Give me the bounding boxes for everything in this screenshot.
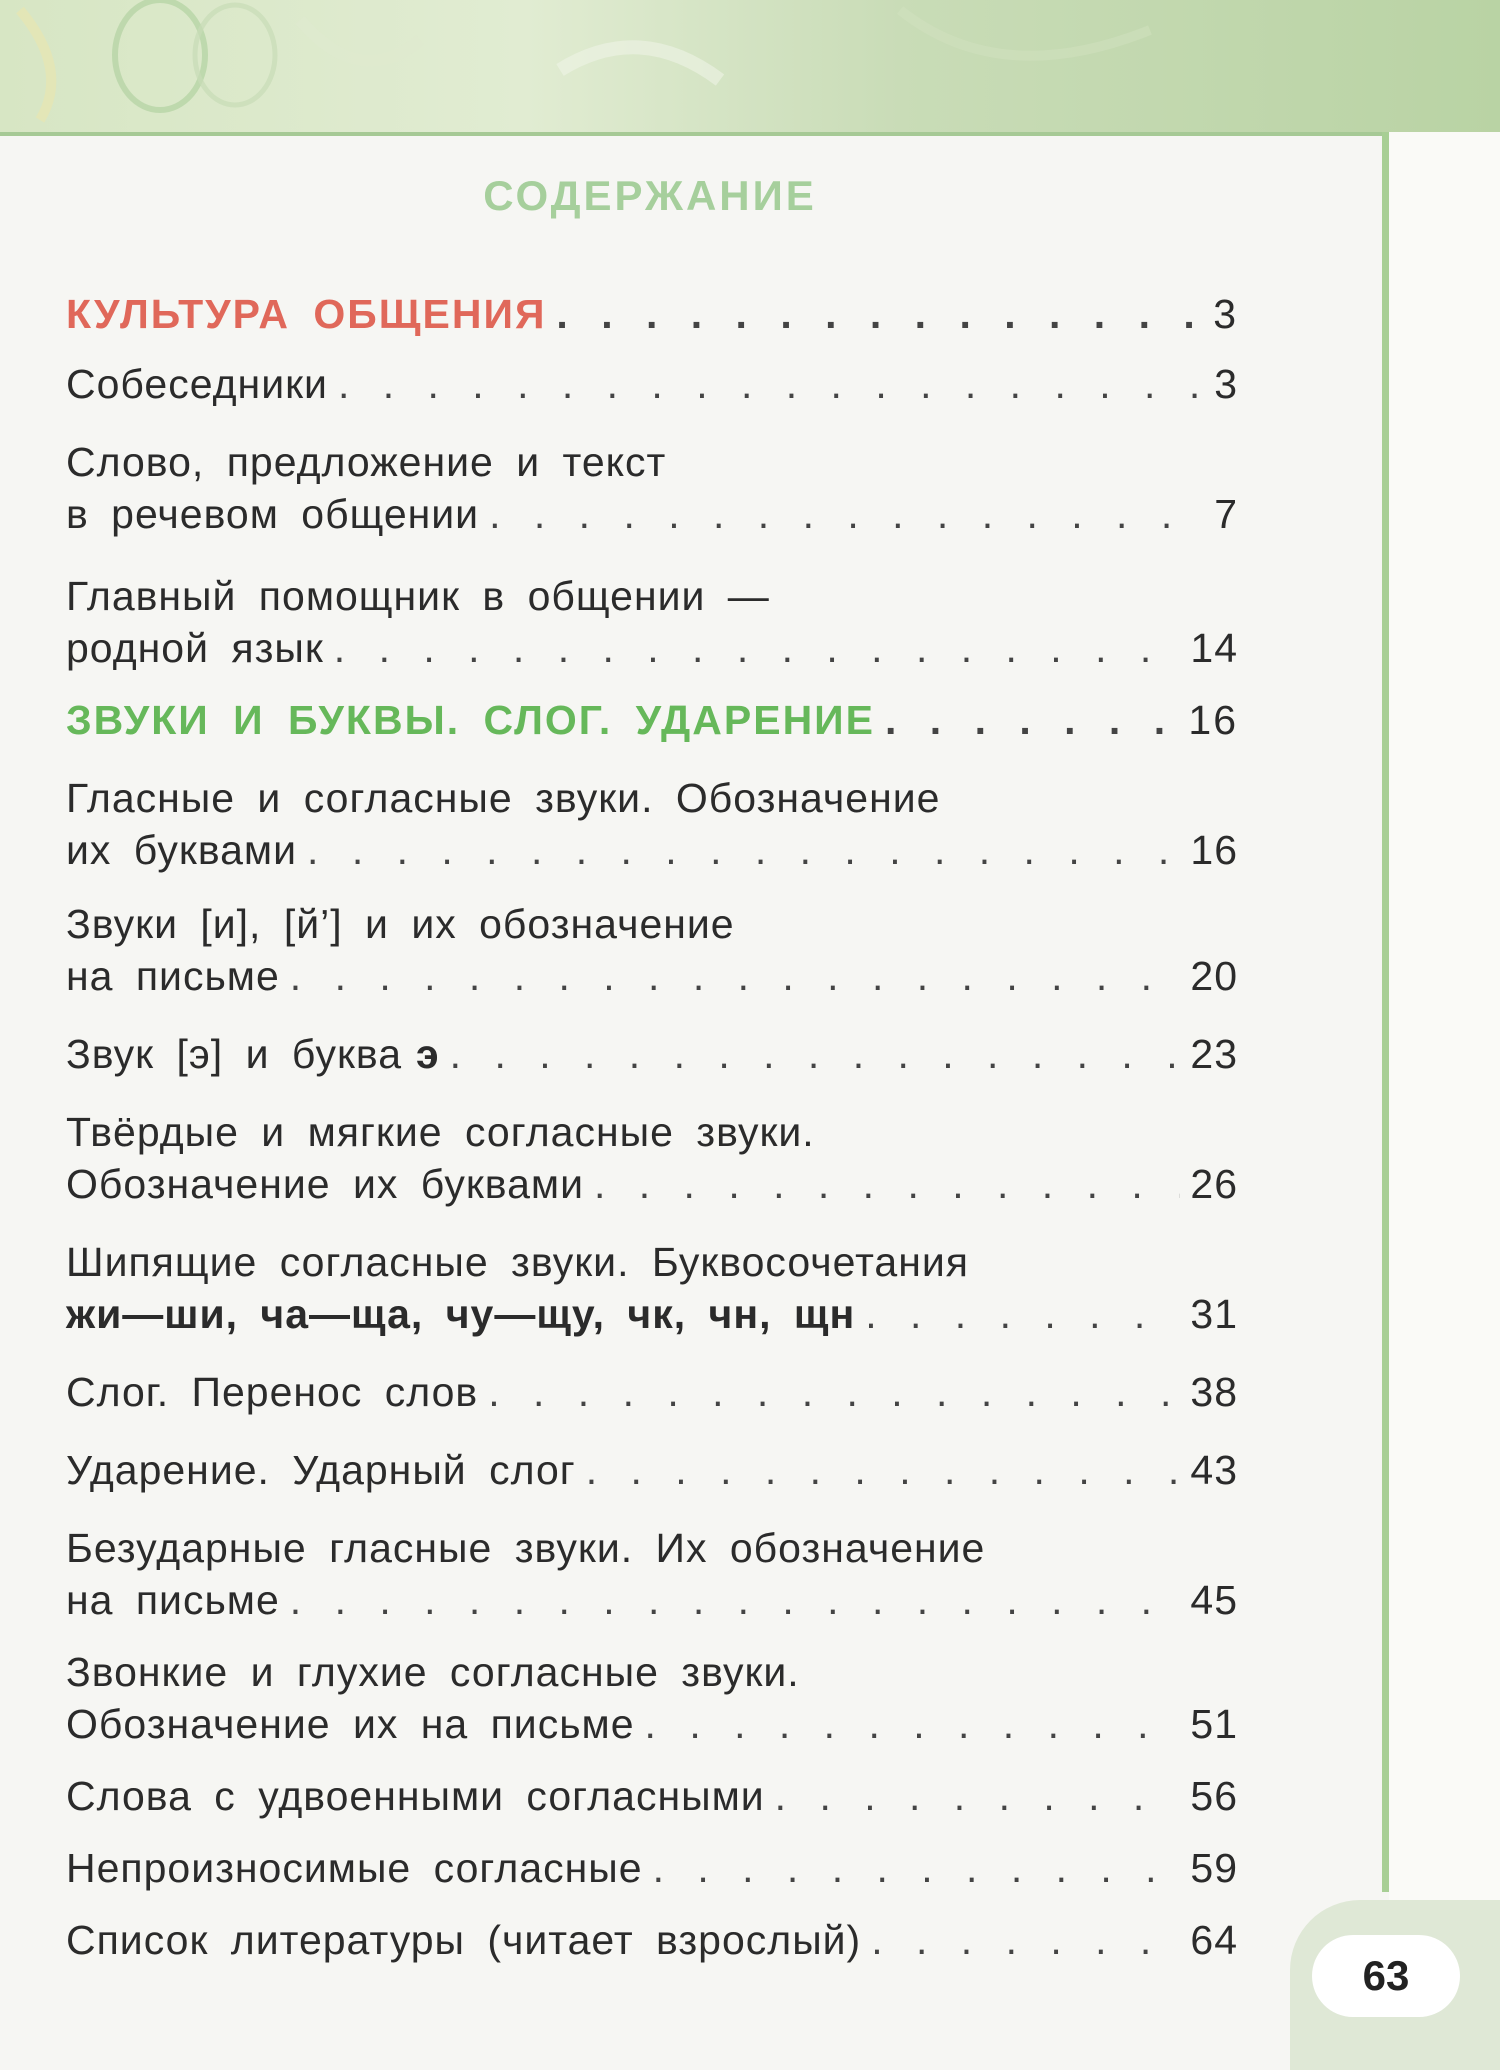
- page-title: СОДЕРЖАНИЕ: [483, 172, 817, 219]
- toc-page-number: 56: [1190, 1773, 1238, 1819]
- top-decorative-band: [0, 0, 1500, 136]
- toc-entry: [66, 570, 1238, 674]
- toc-entry-text: Слог. Перенос слов: [66, 1369, 479, 1415]
- toc-page-number: 59: [1190, 1845, 1238, 1891]
- toc-entry-text: КУЛЬТУРА ОБЩЕНИЯ: [66, 291, 547, 337]
- toc-entry: [66, 1842, 1238, 1894]
- toc-entry-text: Непроизносимые согласные: [66, 1845, 643, 1891]
- toc-page-number: 7: [1214, 491, 1238, 537]
- dot-leader: [865, 1288, 1180, 1340]
- toc-entry-text: родной язык: [66, 625, 324, 671]
- toc-entry: [66, 436, 1238, 540]
- toc-section-heading: [66, 288, 1238, 340]
- toc-entry: [66, 1646, 1238, 1750]
- toc-page-number: 38: [1190, 1369, 1238, 1415]
- toc-entry-text: Безударные гласные звуки. Их обозначение: [66, 1525, 986, 1571]
- toc-page-number: 3: [1213, 291, 1238, 337]
- toc-page-number: 23: [1190, 1031, 1238, 1077]
- toc-page-number: 31: [1190, 1291, 1238, 1337]
- toc-entry-text: Звук [э] и буква: [66, 1031, 403, 1077]
- toc-section-heading: [66, 694, 1238, 746]
- toc-entry: [66, 772, 1238, 876]
- toc-entry-text: Шипящие согласные звуки. Буквосочетания: [66, 1239, 969, 1285]
- toc-entry-text: их буквами: [66, 827, 298, 873]
- toc-page-number: 51: [1190, 1701, 1238, 1747]
- right-margin: [1389, 132, 1500, 2062]
- toc-entry-text: жи—ши, ча—ща, чу—щу, чк, чн, щн: [66, 1291, 856, 1337]
- dot-leader: [338, 358, 1198, 410]
- toc-entry: [66, 1366, 1238, 1418]
- toc-page-number: 16: [1188, 697, 1238, 743]
- dot-leader: [489, 488, 1198, 540]
- toc-entry-text: ЗВУКИ И БУКВЫ. СЛОГ. УДАРЕНИЕ: [66, 697, 875, 743]
- dot-leader: [871, 1914, 1180, 1966]
- toc-entry: [66, 1770, 1238, 1822]
- dot-leader: [334, 622, 1181, 674]
- toc-entry-text: Список литературы (читает взрослый): [66, 1917, 862, 1963]
- toc-entry: [66, 358, 1238, 410]
- toc-entry-text: Слово, предложение и текст: [66, 439, 667, 485]
- toc-entry: [66, 1236, 1238, 1340]
- dot-leader: [556, 288, 1198, 340]
- toc-entry-text: Слова с удвоенными согласными: [66, 1773, 765, 1819]
- toc-page-number: 14: [1190, 625, 1238, 671]
- toc-page-number: 43: [1190, 1447, 1238, 1493]
- toc-page-number: 20: [1190, 953, 1238, 999]
- decorative-letters-illustration: [0, 0, 1500, 132]
- toc-page-number: 45: [1190, 1577, 1238, 1623]
- table-of-contents: [66, 288, 1238, 1966]
- toc-entry-text: Ударение. Ударный слог: [66, 1447, 576, 1493]
- toc-entry: [66, 898, 1238, 1002]
- page-number: 63: [1312, 1935, 1460, 2017]
- toc-entry-text: Звонкие и глухие согласные звуки.: [66, 1649, 800, 1695]
- toc-entry: [66, 1914, 1238, 1966]
- dot-leader: [307, 824, 1180, 876]
- dot-leader: [488, 1366, 1180, 1418]
- toc-entry-text: на письме: [66, 1577, 280, 1623]
- toc-page-number: 26: [1190, 1161, 1238, 1207]
- dot-leader: [586, 1444, 1181, 1496]
- toc-entry-text: Обозначение их на письме: [66, 1701, 635, 1747]
- dot-leader: [653, 1842, 1181, 1894]
- toc-entry-text: Твёрдые и мягкие согласные звуки.: [66, 1109, 815, 1155]
- right-margin-rule: [1382, 132, 1389, 1892]
- dot-leader: [645, 1698, 1181, 1750]
- toc-entry: [66, 1106, 1238, 1210]
- toc-page-number: 64: [1190, 1917, 1238, 1963]
- toc-entry: [66, 1522, 1238, 1626]
- toc-entry-letter: э: [416, 1031, 440, 1077]
- dot-leader: [594, 1158, 1180, 1210]
- toc-entry-text: Гласные и согласные звуки. Обозначение: [66, 775, 941, 821]
- toc-page-number: 3: [1214, 361, 1238, 407]
- toc-entry-text: в речевом общении: [66, 491, 480, 537]
- dot-leader: [290, 1574, 1181, 1626]
- dot-leader: [885, 694, 1178, 746]
- dot-leader: [450, 1028, 1181, 1080]
- toc-entry-text: Собеседники: [66, 361, 328, 407]
- toc-entry-text: на письме: [66, 953, 280, 999]
- toc-page-number: 16: [1190, 827, 1238, 873]
- toc-entry-text: Звуки [и], [й’] и их обозначение: [66, 901, 735, 947]
- dot-leader: [290, 950, 1181, 1002]
- toc-entry-text: Обозначение их буквами: [66, 1161, 584, 1207]
- toc-entry: [66, 1444, 1238, 1496]
- toc-entry-text: Главный помощник в общении —: [66, 573, 770, 619]
- toc-entry: [66, 1028, 1238, 1080]
- dot-leader: [775, 1770, 1181, 1822]
